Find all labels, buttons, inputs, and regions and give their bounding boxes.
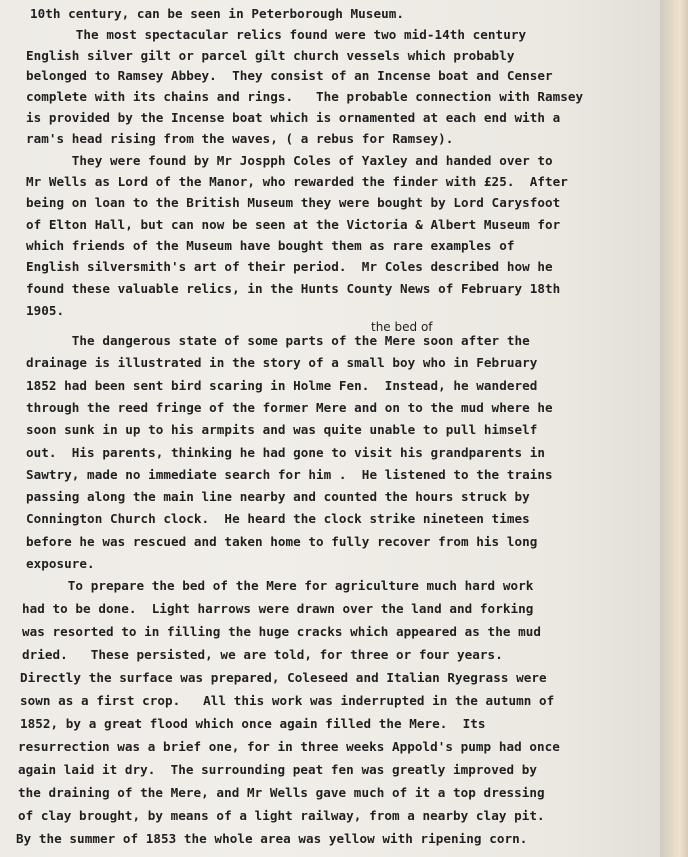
text-line: sown as a first crop. All this work was inderrupted in the autumn of	[20, 693, 555, 708]
text-line: before he was rescued and taken home to fully recover from his long	[26, 534, 538, 549]
text-line: found these valuable relics, in the Hunts County News of February 18th	[26, 281, 561, 296]
handwritten-insertion: the bed of	[371, 320, 433, 334]
text-line: which friends of the Museum have bought them as rare examples of	[26, 238, 515, 253]
text-line: Directly the surface was prepared, Coleseed and Italian Ryegrass were	[20, 670, 547, 685]
text-line: 1905.	[26, 303, 65, 318]
text-line: being on loan to the British Museum they were bought by Lord Carysfoot	[26, 195, 561, 210]
text-line: soon sunk in up to his armpits and was quite unable to pull himself	[26, 422, 538, 437]
text-line: They were found by Mr Jospph Coles of Yaxley and handed over to	[26, 153, 553, 168]
text-line: ram's head rising from the waves, ( a rebus for Ramsey).	[26, 131, 454, 146]
text-line: of Elton Hall, but can now be seen at the Victoria & Albert Museum for	[26, 217, 561, 232]
text-line: drainage is illustrated in the story of a small boy who in February	[26, 355, 538, 370]
text-line: Connington Church clock. He heard the clock strike nineteen times	[26, 511, 530, 526]
text-line: belonged to Ramsey Abbey. They consist of an Incense boat and Censer	[26, 68, 553, 83]
text-line: dried. These persisted, we are told, for three or four years.	[22, 647, 503, 662]
text-line: passing along the main line nearby and counted the hours struck by	[26, 489, 530, 504]
text-line: By the summer of 1853 the whole area was yellow with ripening corn.	[16, 831, 528, 846]
text-line: had to be done. Light harrows were drawn over the land and forking	[22, 601, 534, 616]
text-line: through the reed fringe of the former Mere and on to the mud where he	[26, 400, 553, 415]
text-line: resurrection was a brief one, for in three weeks Appold's pump had once	[18, 739, 560, 754]
text-line: exposure.	[26, 556, 95, 571]
text-line: Mr Wells as Lord of the Manor, who rewarded the finder with £25. After	[26, 174, 568, 189]
text-line: again laid it dry. The surrounding peat fen was greatly improved by	[18, 762, 537, 777]
text-line: The dangerous state of some parts of the Mere soon after the	[26, 333, 530, 348]
text-line: the draining of the Mere, and Mr Wells gave much of it a top dressing	[18, 785, 545, 800]
text-line: out. His parents, thinking he had gone to visit his grandparents in	[26, 445, 545, 460]
text-line: The most spectacular relics found were two mid-14th century	[30, 27, 527, 42]
page-binding-edge	[660, 0, 688, 857]
text-line: To prepare the bed of the Mere for agriculture much hard work	[22, 578, 534, 593]
text-line: English silversmith's art of their period. Mr Coles described how he	[26, 259, 553, 274]
text-line: 1852 had been sent bird scaring in Holme Fen. Instead, he wandered	[26, 378, 538, 393]
text-line: complete with its chains and rings. The probable connection with Ramsey	[26, 89, 584, 104]
text-line: was resorted to in filling the huge cracks which appeared as the mud	[22, 624, 541, 639]
text-line: 10th century, can be seen in Peterborough Museum.	[30, 6, 404, 21]
text-line: Sawtry, made no immediate search for him . He listened to the trains	[26, 467, 553, 482]
text-line: of clay brought, by means of a light railway, from a nearby clay pit.	[18, 808, 545, 823]
text-line: English silver gilt or parcel gilt church vessels which probably	[26, 48, 515, 63]
text-line: 1852, by a great flood which once again filled the Mere. Its	[20, 716, 486, 731]
text-line: is provided by the Incense boat which is ornamented at each end with a	[26, 110, 561, 125]
